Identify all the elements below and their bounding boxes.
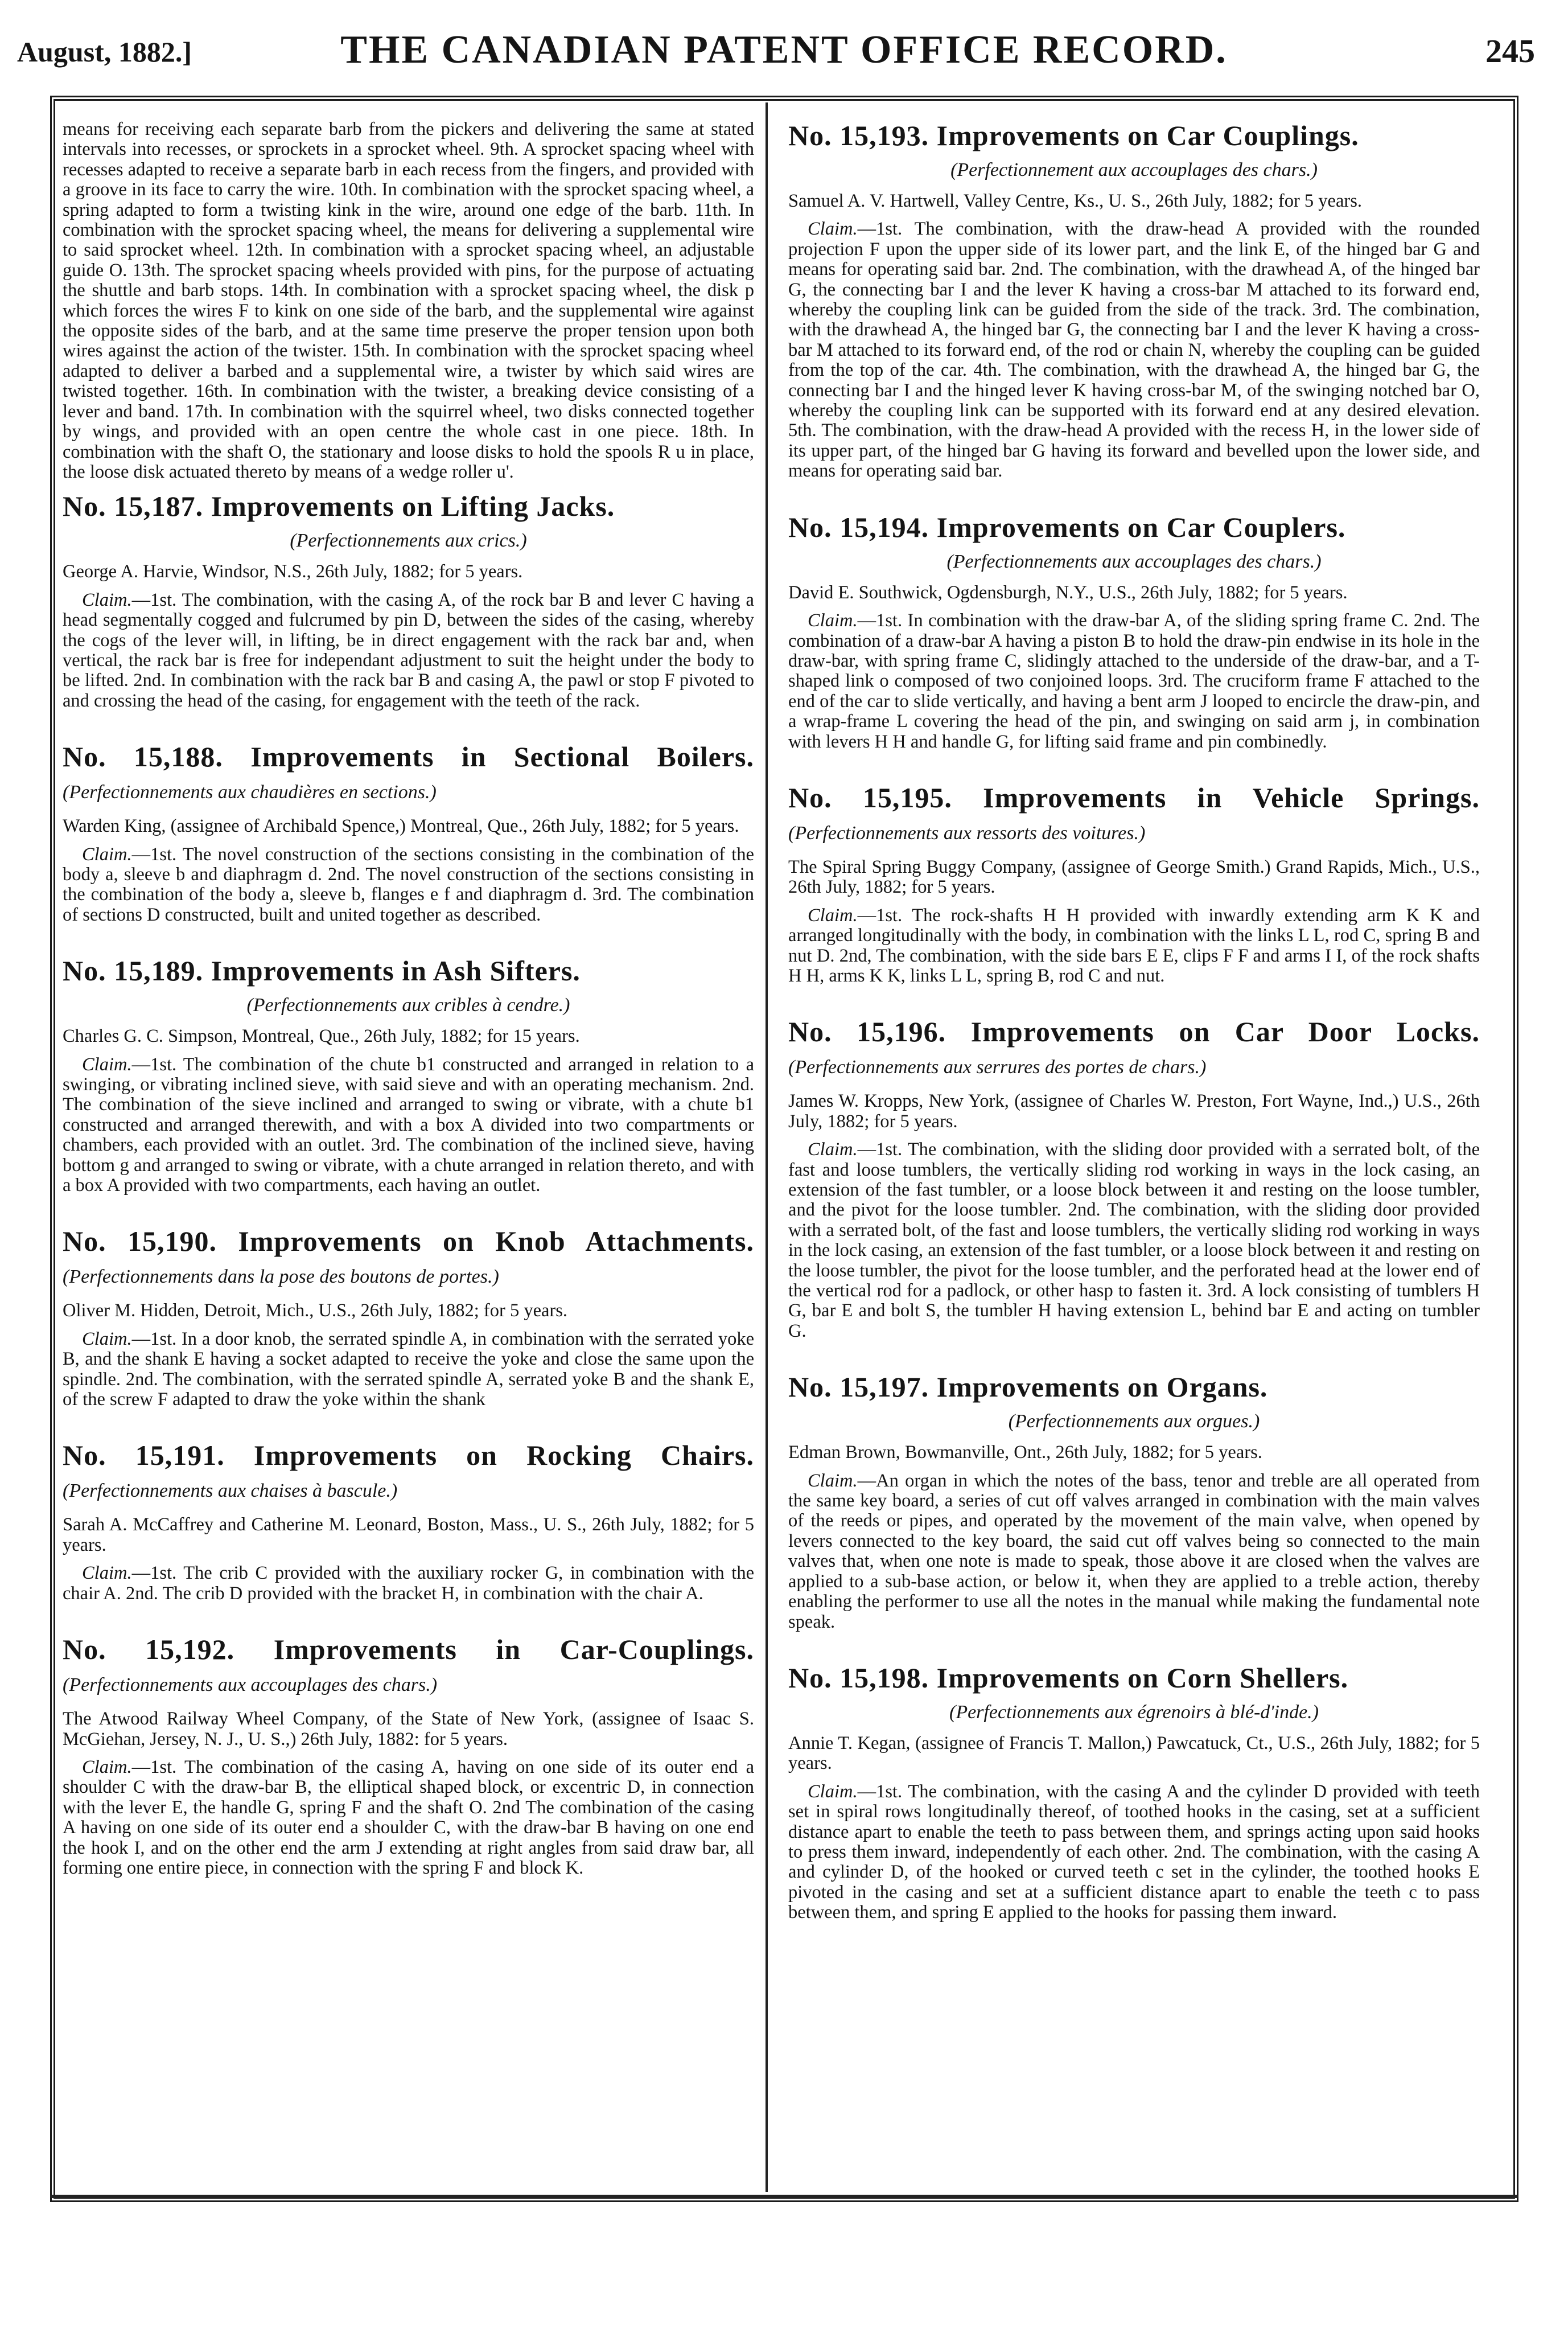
patent-title: Improvements on Lifting Jacks. — [211, 490, 615, 523]
inventor-line: David E. Southwick, Ogdensburgh, N.Y., U.S., 26th July, 1882; for 5 years. — [788, 582, 1348, 603]
claim-text — [63, 1055, 754, 1196]
claim-label: Claim. — [82, 844, 132, 865]
patent-entry — [63, 490, 754, 711]
claim-label: Claim. — [82, 1054, 132, 1075]
entry-title — [63, 1225, 754, 1293]
claim-text — [788, 1471, 1480, 1632]
claim-text — [63, 845, 754, 926]
entry-title — [63, 955, 754, 987]
french-title: (Perfectionnements aux accouplages des chars.) — [946, 551, 1322, 572]
patent-entry — [63, 1633, 754, 1878]
right-entries — [788, 120, 1480, 1923]
french-title: (Perfectionnements aux ressorts des voitures.) — [788, 822, 1146, 844]
patent-entry — [788, 782, 1480, 986]
claim-body: —1st. The combination, with the sliding door provided with a serrated bolt, of the fast and loose tumblers, the vertically sliding rod working in ways in the lock casing, an extension of the fast tumbler, or a loose block between it and resting on the loose tumbler, and the pivot for the loose tumbler. 2nd. The combination, with the sliding door provided with a serrated bolt, of the fast and loose tumblers, the vertically sliding rod working in ways in the lock casing, an extension of the fast tumbler, or a loose block between it and resting on the loose tumbler, the pivot for the loose tumbler, and the perforated head at the lower end of the vertical rod for a padlock, or other hasp to fasten it. 3rd. A lock consisting of tumblers H G, bar E and bolt S, the tumbler H having extension L, behind bar E and acting on tumbler G. — [788, 1139, 1480, 1341]
patent-number: No. 15,197. — [788, 1371, 929, 1403]
patent-title: Improvements on Rocking Chairs. — [253, 1439, 754, 1472]
claim-body: —1st. The novel construction of the sections consisting in the combination of the body a, sleeve b and diaphragm d. 2nd. The novel construction of the sections consisting in the combination of the body a, sleeve b, flanges e f and diaphragm d. 3rd. The combination of sections D constructed, built and united together as described. — [63, 844, 754, 925]
patent-number: No. 15,194. — [788, 511, 929, 543]
entry-title — [63, 741, 754, 808]
claim-body: —1st. The combination, with the casing A, of the rock bar B and lever C having a head segmentally cogged and fulcrumed by pin D, between the sides of the casing, whereby the cogs of the lever will, in lifting, be in direct engagement with the rack bar and, when vertical, the rack bar is free for independant adjustment to suit the height under the body to be lifted. 2nd. In combination with the rack bar B and casing A, the pawl or stop F pivoted to and crossing the head of the casing, for engagement with the teeth of the rack. — [63, 589, 754, 711]
entry-title — [788, 782, 1480, 849]
inventor-line: Samuel A. V. Hartwell, Valley Centre, Ks., U. S., 26th July, 1882; for 5 years. — [788, 191, 1363, 211]
french-title: (Perfectionnements aux chaudières en sections.) — [63, 782, 437, 803]
french-title: (Perfectionnements aux cribles à cendre.) — [246, 995, 570, 1016]
french-title: (Perfectionnements aux serrures des portes de chars.) — [788, 1057, 1207, 1078]
patent-entry — [788, 1371, 1480, 1632]
claim-label: Claim. — [82, 1328, 132, 1349]
claim-label: Claim. — [82, 1756, 132, 1777]
patent-number: No. 15,196. — [788, 1016, 946, 1048]
patent-title: Improvements on Knob Attachments. — [238, 1225, 754, 1258]
issue-date: August, 1882.] — [17, 36, 192, 68]
patent-title: Improvements in Ash Sifters. — [211, 955, 581, 987]
column-divider — [766, 102, 768, 2192]
claim-label: Claim. — [808, 1139, 858, 1160]
left-entries — [63, 490, 754, 1878]
patent-entry — [63, 1225, 754, 1410]
entry-title — [788, 1371, 1480, 1403]
entry-title — [788, 1016, 1480, 1083]
claim-label: Claim. — [808, 1470, 858, 1491]
french-title: (Perfectionnements aux chaises à bascule.) — [63, 1480, 398, 1502]
entry-title — [63, 1633, 754, 1701]
inventor-line: The Atwood Railway Wheel Company, of the State of New York, (assignee of Isaac S. McGiehan, Jersey, N. J., U. S.,) 26th July, 1882: for 5 years. — [63, 1709, 754, 1750]
french-title: (Perfectionnements aux orgues.) — [1008, 1411, 1260, 1432]
patent-title: Improvements on Car Door Locks. — [970, 1016, 1480, 1048]
patent-number: No. 15,192. — [63, 1633, 235, 1666]
inventor-line: Warden King, (assignee of Archibald Spence,) Montreal, Que., 26th July, 1882; for 5 years. — [63, 816, 739, 837]
claim-label: Claim. — [82, 589, 132, 610]
claim-body: —1st. The combination of the casing A, having on one side of its outer end a shoulder C with the draw-bar B, the elliptical shaped block, or excentric D, in connection with the lever E, the handle G, spring F and the shaft O. 2nd The combination of the casing A having on one side of its outer end a shoulder C, with the draw-bar B having on one end the hook I, and on the other end the arm J extending at right angles from said draw bar, all forming one entire piece, in connection with the spring F and block K. — [63, 1756, 754, 1878]
patent-number: No. 15,190. — [63, 1225, 217, 1258]
claim-body: —An organ in which the notes of the bass, tenor and treble are all operated from the same key board, a series of cut off valves arranged in combination with the main valves of the reeds or pipes, and operated by the movement of the main valve, when opened by levers connected to the key board, the said cut off valves being so connected to the main valves that, when one note is made to speak, those above it are closed when the valves are applied to a sub-base action, or below it, when they are applied to a treble action, thereby enabling the performer to use all the notes in the manual while making the fundamental note speak. — [788, 1470, 1480, 1632]
inventor-line: Annie T. Kegan, (assignee of Francis T. Mallon,) Pawcatuck, Ct., U.S., 26th July, 1882; for 5 years. — [788, 1732, 1480, 1774]
claim-body: —1st. The combination, with the draw-head A provided with the rounded projection F upon the upper side of its lower part, and the link E, of the hinged bar G and means for operating said bar. 2nd. The combination, with the drawhead A, of the hinged bar G, the connecting bar I and the lever K having a cross-bar M attached to its forward end, whereby the coupling link can be guided from the side of the track. 3rd. The combination, with the drawhead A, the hinged bar G, the connecting bar I and the lever K having a cross-bar M attached to its forward end, of the rod or chain N, whereby the coupling can be guided from the top of the car. 4th. The combination, with the drawhead A, the hinged bar G, the connecting bar I and the hinged lever K having cross-bar M, of the swinging notched bar O, whereby the coupling link can be supported with its forward end at any desired elevation. 5th. The combination, with the draw-head A provided with the recess H, in the lower side of its upper part, of the hinged bar G having its forward and bevelled upon the lower side, and means for operating said bar. — [788, 219, 1480, 482]
claim-text — [63, 590, 754, 711]
inventor-line: Oliver M. Hidden, Detroit, Mich., U.S., 26th July, 1882; for 5 years. — [63, 1300, 568, 1321]
entry-title — [788, 1662, 1480, 1694]
french-title: (Perfectionnements aux égrenoirs à blé-d'inde.) — [949, 1701, 1319, 1723]
bottom-rule — [50, 2195, 1518, 2198]
inventor-line: Sarah A. McCaffrey and Catherine M. Leonard, Boston, Mass., U. S., 26th July, 1882; for 5 years. — [63, 1514, 754, 1555]
entry-title — [788, 120, 1480, 151]
page-header — [0, 0, 1568, 85]
claim-label: Claim. — [808, 905, 858, 926]
french-title: (Perfectionnements aux accouplages des chars.) — [63, 1674, 438, 1696]
patent-number: No. 15,189. — [63, 955, 204, 987]
patent-entry — [788, 1016, 1480, 1341]
inventor-line: The Spiral Spring Buggy Company, (assignee of George Smith.) Grand Rapids, Mich., U.S., 26th July, 1882; for 5 years. — [788, 856, 1480, 898]
claim-label: Claim. — [808, 1781, 858, 1802]
patent-title: Improvements on Corn Shellers. — [936, 1661, 1349, 1694]
claim-label: Claim. — [82, 1563, 132, 1584]
claim-text — [63, 1757, 754, 1878]
right-column — [788, 120, 1480, 2180]
entry-title — [788, 511, 1480, 543]
inventor-line: George A. Harvie, Windsor, N.S., 26th July, 1882; for 5 years. — [63, 561, 523, 582]
french-title: (Perfectionnement aux accouplages des chars.) — [950, 159, 1318, 180]
claim-body: —1st. The combination, with the casing A and the cylinder D provided with teeth set in spiral rows longitudinally thereof, of toothed hooks in the casing, set at a sufficient distance apart to enable the teeth to pass between them, and springs acting upon said hooks to press them inward, independently of each other. 2nd. The combination, with the casing A and cylinder D, of the hooked or curved teeth c set in the cylinder, the toothed hooks E pivoted in the casing and set at a sufficient distance apart to enable the teeth c to pass between them, and spring E applied to the hooks for passing them inward. — [788, 1781, 1480, 1923]
patent-title: Improvements in Vehicle Springs. — [983, 781, 1480, 814]
patent-number: No. 15,195. — [788, 781, 952, 814]
patent-entry — [788, 120, 1480, 482]
claim-body: —1st. The rock-shafts H H provided with inwardly extending arm K K and arranged longitudinally with the body, in combination with the links L L, rod C, spring B and nut D. 2nd, The combination, with the side bars E E, clips F F and arms I I, of the rock shafts H H, arms K K, links L L, spring B, rod C and nut. — [788, 905, 1480, 986]
patent-entry — [63, 955, 754, 1196]
patent-entry — [63, 741, 754, 925]
patent-number: No. 15,193. — [788, 120, 929, 151]
patent-entry — [63, 1439, 754, 1604]
claim-text — [788, 219, 1480, 481]
patent-title: Improvements in Sectional Boilers. — [250, 741, 754, 773]
publication-title: THE CANADIAN PATENT OFFICE RECORD. — [340, 28, 1228, 72]
patent-number: No. 15,198. — [788, 1661, 929, 1694]
claim-text — [788, 1782, 1480, 1923]
patent-title: Improvements on Car Couplings. — [936, 120, 1359, 151]
claim-body: —1st. In combination with the draw-bar A, of the sliding spring frame C. 2nd. The combination of a draw-bar A having a piston B to hold the draw-pin endwise in its hole in the draw-bar, with spring frame C, slidingly attached to the underside of the draw-bar, and a T-shaped link o composed of two conjoined loops. 3rd. The cruciform frame F attached to the end of the car to slide vertically, and having a bent arm J looped to encircle the draw-pin, and a wrap-frame L covering the head of the pin, and swinging on said arm j, in combination with levers H H and handle G, for lifting said frame and pin combinedly. — [788, 610, 1480, 752]
french-title: (Perfectionnements aux crics.) — [290, 530, 527, 552]
claim-text — [788, 906, 1480, 987]
claim-label: Claim. — [808, 219, 858, 240]
inventor-line: James W. Kropps, New York, (assignee of Charles W. Preston, Fort Wayne, Ind.,) U.S., 26th July, 1882; for 5 years. — [788, 1091, 1480, 1132]
patent-entry — [788, 511, 1480, 752]
patent-title: Improvements on Organs. — [936, 1371, 1268, 1403]
left-column — [63, 120, 754, 2180]
page-number: 245 — [1485, 32, 1535, 69]
claim-text — [63, 1563, 754, 1604]
entry-title — [63, 490, 754, 522]
claim-text — [788, 1140, 1480, 1341]
patent-title: Improvements on Car Couplers. — [936, 511, 1346, 543]
claim-text — [788, 611, 1480, 752]
continued-claims: means for receiving each separate barb from the pickers and delivering the same at stated intervals into recesses, or sprockets in a sprocket wheel. 9th. A sprocket spacing wheel with recesses adapted to receive a separate barb in each recess from the fingers, and provided with a groove in its face to carry the wire. 10th. In combination with the sprocket spacing wheel, a spring adapted to form a twisting kink in the wire, around one edge of the barb. 11th. In combination with the sprocket spacing wheel, the means for delivering a supplemental wire to said sprocket wheel. 12th. In combination with a sprocket spacing wheel, an adjustable guide O. 13th. The sprocket spacing wheels provided with pins, for the purpose of actuating the shuttle and barb stops. 14th. In combination with a sprocket spacing wheel, the disk p which forces the wires F to kink on one side of the barb, and the supplemental wire against the opposite sides of the barb, and at the same time preserve the proper tension upon both wires against the action of the twister. 15th. In combination with the sprocket spacing wheel adapted to deliver a barbed and a supplemental wire, a twister by which said wires are twisted together. 16th. In combination with the twister, a breaking device consisting of a lever and band. 17th. In combination with the squirrel wheel, two disks connected together by wings, and provided with an open centre the whole cast in one piece. 18th. In combination with the shaft O, the stationary and loose disks to hold the spools R u in place, the loose disk actuated thereto by means of a wedge roller u'. — [63, 120, 754, 482]
claim-body: —1st. The combination of the chute b1 constructed and arranged in relation to a swinging, or vibrating inclined sieve, with said sieve and with an operating mechanism. 2nd. The combination of the sieve inclined and arranged to swing or vibrate, with a chute b1 constructed and arranged therewith, and with a box A divided into two compartments or chambers, each provided with an outlet. 3rd. The combination of the inclined sieve, having bottom g and arranged to swing or vibrate, with a chute arranged in relation thereto, and with a box A provided with two compartments, each having an outlet. — [63, 1054, 754, 1196]
patent-title: Improvements in Car-Couplings. — [273, 1633, 754, 1666]
claim-label: Claim. — [808, 610, 858, 631]
claim-body: —1st. In a door knob, the serrated spindle A, in combination with the serrated yoke B, and the shank E having a socket adapted to receive the yoke and close the same upon the spindle. 2nd. The combination, with the serrated spindle A, serrated yoke B and the shank E, of the screw F adapted to draw the yoke within the shank — [63, 1328, 754, 1410]
patent-number: No. 15,187. — [63, 490, 204, 523]
inventor-line: Edman Brown, Bowmanville, Ont., 26th July, 1882; for 5 years. — [788, 1442, 1262, 1463]
french-title: (Perfectionnements dans la pose des boutons de portes.) — [63, 1266, 499, 1288]
claim-text — [63, 1329, 754, 1410]
entry-title — [63, 1439, 754, 1507]
patent-entry — [788, 1662, 1480, 1923]
claim-body: —1st. The crib C provided with the auxiliary rocker G, in combination with the chair A. 2nd. The crib D provided with the bracket H, in combination with the chair A. — [63, 1563, 754, 1604]
patent-number: No. 15,188. — [63, 741, 223, 773]
inventor-line: Charles G. C. Simpson, Montreal, Que., 26th July, 1882; for 15 years. — [63, 1026, 580, 1047]
patent-number: No. 15,191. — [63, 1439, 225, 1472]
